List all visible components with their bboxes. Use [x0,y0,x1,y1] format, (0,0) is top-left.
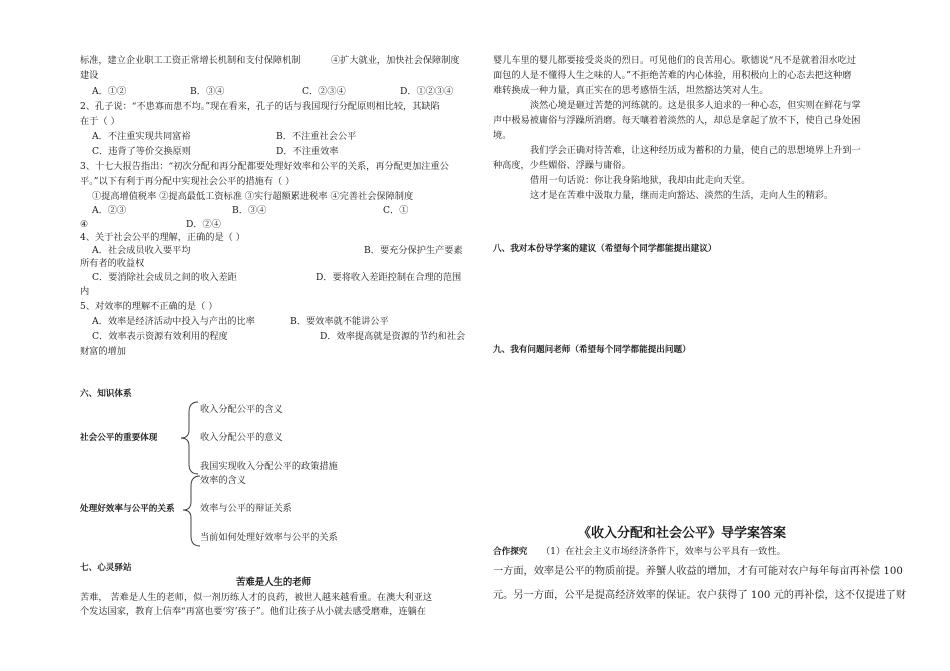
q2-option-b: B．不注重社会公平 [276,131,357,142]
essay-cont-line-7: 我们学会正确对待苦难，让这种经历成为蓄积的力量，使自己的思想境界上升到一 [530,145,861,156]
essay-cont-line-6: 境。 [493,130,512,141]
group1-item-1: 收入分配公平的含义 [200,404,283,415]
q2-line1: 2、孔子说：“不患寡而患不均。”现在看来，孔子的话与我国现行分配原则相比较，其缺陷 [80,101,440,112]
q3-option-c-cont: ④ [80,219,89,230]
q3-line1: 3、十七大报告指出：“初次分配和再分配都要处理好效率和公平的关系，再分配更加注重公 [80,161,449,172]
q1-option-c: C．②③④ [302,86,346,97]
q4-option-b-cont: 所有者的收益权 [80,258,145,269]
group2-item-2: 效率与公平的辩证关系 [200,503,292,514]
essay-cont-line-2: 面包的人是不懂得人生之味的人。”不拒绝苦难的内心体验，用积极向上的心态去把这种磨 [493,70,852,81]
answer-line-3: 元。另一方面，公平是提高经济效率的保证。农户获得了 100 元的再补偿，这不仅提进了财 [493,590,907,601]
section8-heading: 八、我对本份导学案的建议（希望每个同学都能提出建议） [493,244,717,254]
q3-option-d: D．②④ [186,219,221,230]
answer-title: 《收入分配和社会公平》导学案答案 [578,526,787,541]
section6-heading: 六、知识体系 [80,389,132,399]
essay-line-2: 个发达国家，教育上信奉“再富也要‘穷’孩子”。他们让孩子从小就去感受磨难，连躺在 [80,606,426,617]
group2-label: 处理好效率与公平的关系 [80,504,175,514]
q4-option-b: B．要充分保护生产要素 [364,245,463,256]
q2-line2: 在于（ ） [80,116,120,127]
q2-option-a: A．不注重实现共同富裕 [92,131,191,142]
q1-line1b: ④扩大就业，加快社会保障制度 [331,55,460,66]
answer-line-1: （1）在社会主义市场经济条件下，效率与公平具有一致性。 [541,546,786,557]
q4-option-c: C．要消除社会成员之间的收入差距 [92,272,237,283]
group1-item-3: 我国实现收入分配公平的政策措施 [200,461,338,472]
q1-option-a: A．①② [92,86,127,97]
essay-cont-line-4: 淡然心境是砸过苦楚的河练就的。这是很多人追求的一种心态，但实则在鲜花与掌 [530,100,861,111]
essay-cont-line-3: 难转换成一种力量，真正实在的思考感悟生活，坦然豁达笑对人生。 [493,85,769,96]
q4-option-d-cont: 内 [80,286,90,297]
q4-option-a: A．社会成员收入要平均 [92,245,191,256]
q2-option-d: D．不注重效率 [276,146,339,157]
group2-brace [180,474,202,548]
section9-heading: 九、我有问题问老师（希望每个同学都能提出问题） [493,345,691,355]
q4-option-d: D．要将收入差距控制在合理的范围 [316,272,462,283]
essay-line-1: 苦难， 苦难是人生的老师，似一剂历练人才的良药，被世人越来越看重。在澳大利亚这 [80,592,433,603]
q3-line2: 平。”以下有利于再分配中实现社会公平的措施有（ ） [80,176,295,187]
q1-line2: 建设 [80,70,99,81]
essay-cont-line-10: 这才是在苦难中汲取力量，继而走向豁达、淡然的生活，走向人生的精彩。 [530,190,834,201]
q1-line1a: 标准，建立企业职工工资正常增长机制和支付保障机制 [80,55,301,66]
group2-item-3: 当前如何处理好效率与公平的关系 [200,532,338,543]
q5-option-d: D．效率提高就是资源的节约和社会 [320,331,466,342]
group1-label: 社会公平的重要体现 [80,433,158,443]
essay-cont-line-9: 借用一句话说：你让我身陷地狱，我却由此走向天堂。 [530,175,751,186]
answer-label: 合作探究 [493,547,528,557]
essay-cont-line-5: 声中极易被庸俗与浮躁所消磨。每天嚷着着淡然的人，却总是拿起了放不下，使自己身处困 [493,115,861,126]
q3-option-c: C．① [383,205,409,216]
q4-line1: 4、关于社会公平的理解，正确的是（ ） [80,232,245,243]
section7-heading: 七、心灵驿站 [80,563,132,573]
q3-items: ①提高增值税率 ②提高最低工资标准 ③实行超额累进税率 ④完善社会保障制度 [92,191,414,202]
q1-option-d: D．①②③④ [400,86,454,97]
q5-option-c: C．效率表示资源有效利用的程度 [92,331,228,342]
q5-line1: 5、对效率的理解不正确的是（ ） [80,301,218,312]
q2-option-c: C．违背了等价交换原则 [92,146,191,157]
essay-cont-line-8: 种高度，少些媚俗、浮躁与庸俗。 [493,160,631,171]
q3-option-b: B．③④ [232,205,267,216]
group1-brace [178,400,200,476]
q5-option-b: B．要效率就不能讲公平 [290,316,389,327]
q5-option-d-cont: 财富的增加 [80,346,126,357]
essay-title: 苦难是人生的老师 [236,577,312,588]
group1-item-2: 收入分配公平的意义 [200,432,283,443]
essay-cont-line-1: 婴儿车里的婴儿都要接受炎炎的烈日。可见他们的良苦用心。歌德说“凡不是就着泪水吃过 [493,55,857,66]
q5-option-a: A．效率是经济活动中投入与产出的比率 [92,316,255,327]
q3-option-a: A．②③ [92,205,127,216]
group2-item-1: 效率的含义 [200,475,246,486]
answer-line-2: 一方面，效率是公平的物质前提。养蟹人收益的增加，才有可能对农户每年每亩再补偿 100 [493,566,903,577]
q1-option-b: B．③④ [190,86,225,97]
